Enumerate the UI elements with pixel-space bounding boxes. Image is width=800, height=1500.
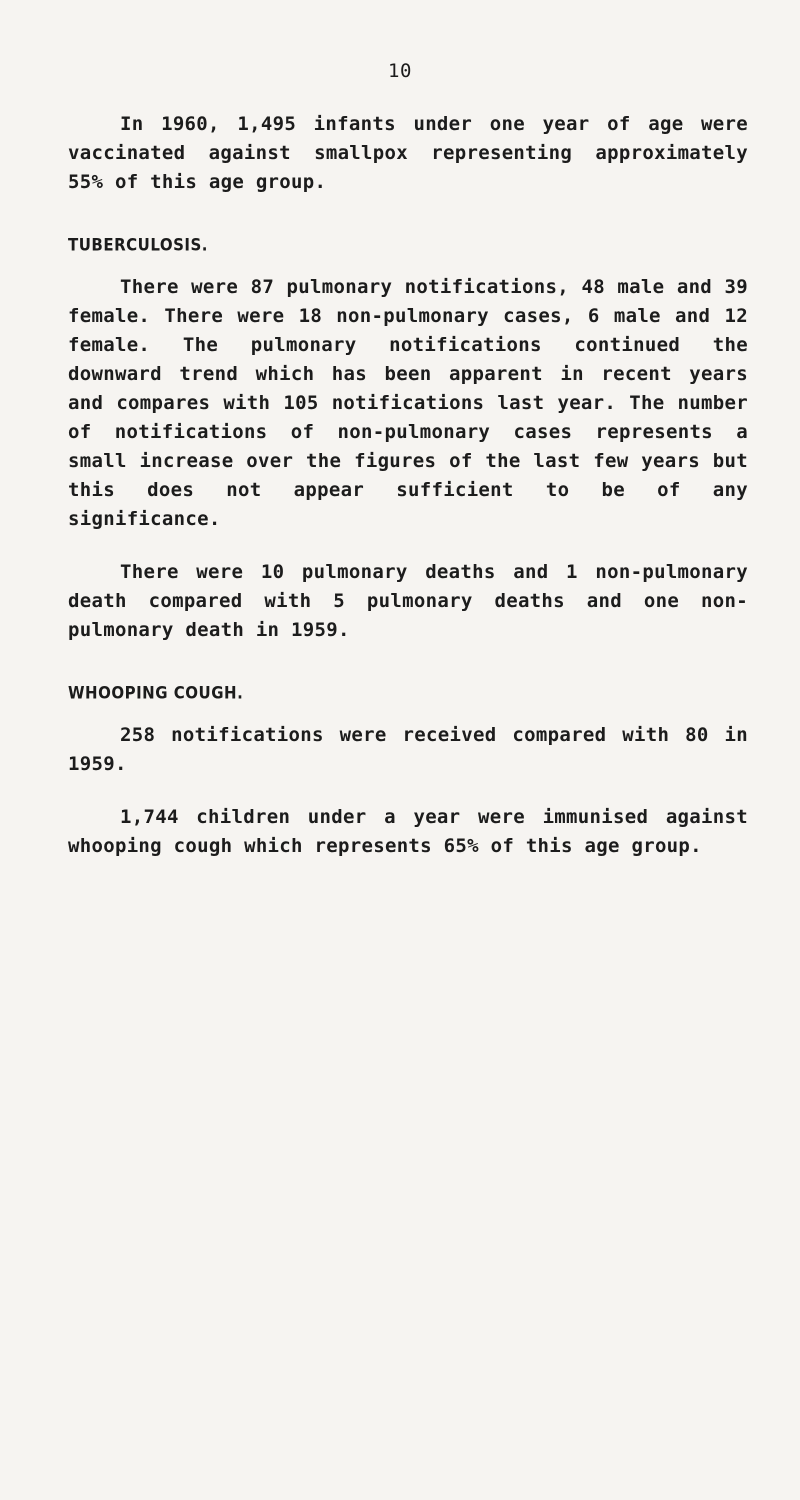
whooping-cough-immunisation-paragraph: 1,744 children under a year were immunised against whooping cough which represents 65% of this age group. [68,806,748,857]
tuberculosis-heading: TUBERCULOSIS. [68,235,208,255]
tuberculosis-notifications-paragraph: There were 87 pulmonary notifications, 48 male and 39 female. There were 18 non-pulmonary cases, 6 male and 12 female. The pulmonary notifications continued the downward trend which has been apparent in recent years and compares with 105 notifications last year. The number of notifications of non-pulmonary cases represents a small increase over the figures of the last few years but this does not appear sufficient to be of any significance. [68,276,748,530]
whooping-cough-notifications-paragraph: 258 notifications were received compared with 80 in 1959. [68,724,748,775]
spacer [68,221,748,235]
page-number: 10 [388,60,412,82]
page-body [68,110,748,861]
whooping-cough-heading: WHOOPING COUGH. [68,683,244,703]
smallpox-vaccination-paragraph: In 1960, 1,495 infants under one year of age were vaccinated against smallpox representing approximately 55% of this age group. [68,113,748,193]
tuberculosis-deaths-paragraph: There were 10 pulmonary deaths and 1 non-pulmonary death compared with 5 pulmonary deaths and one non-pulmonary death in 1959. [68,561,748,641]
spacer [68,669,748,683]
